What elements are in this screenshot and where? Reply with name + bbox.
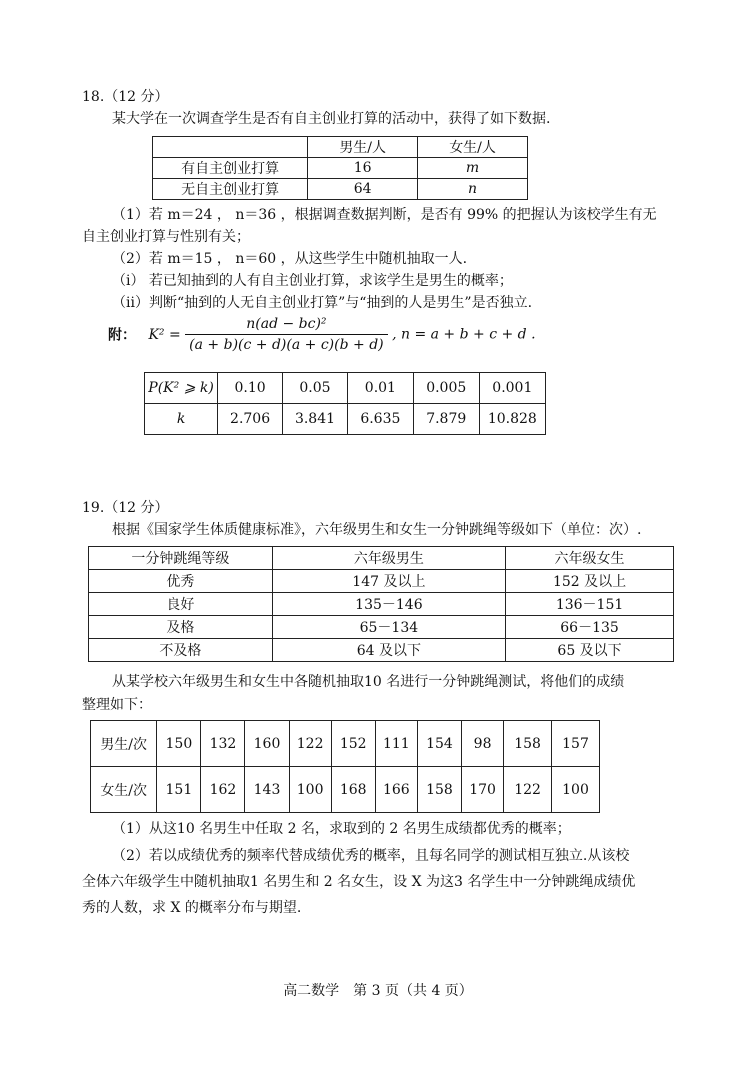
q19-sample-line1: 从某学校六年级男生和女生中各随机抽取10 名进行一分钟跳绳测试，将他们的成绩 [112,674,625,690]
q19-intro: 根据《国家学生体质健康标准》，六年级男生和女生一分钟跳绳等级如下（单位：次）. [112,522,642,538]
table-cell: k [145,404,218,435]
table-cell: 0.001 [479,373,545,404]
table-cell: P(K² ⩾ k) [145,373,218,404]
table-row [89,616,674,639]
table-cell: 166 [375,767,417,813]
table-cell: 158 [417,767,461,813]
table-cell: 122 [504,767,552,813]
table-cell: 65－134 [272,616,505,639]
table-cell: 0.10 [218,373,283,404]
table-row [145,373,546,404]
table-cell: 有自主创业打算 [153,158,308,179]
table-cell: m [418,158,528,179]
appendix-label: 附： [108,327,136,344]
table-cell: 136－151 [506,593,674,616]
q18-part2-ii: （ii）判断“抽到的人无自主创业打算”与“抽到的人是男生”是否独立. [112,295,533,311]
table-row [89,570,674,593]
table-cell: 66－135 [506,616,674,639]
table-cell: 65 及以下 [506,639,674,662]
table-cell: 143 [245,767,289,813]
table-cell: 122 [289,721,331,767]
table-cell: 64 [308,179,418,200]
q19-grade-table [88,546,674,662]
table-cell: 152 [331,721,375,767]
table-cell: 无自主创业打算 [153,179,308,200]
formula-lhs: K² = [148,326,181,343]
table-cell: 147 及以上 [272,570,505,593]
q19-part2-line3: 秀的人数，求 X 的概率分布与期望. [82,900,302,916]
table-header: 女生/人 [418,137,528,158]
table-cell: 3.841 [283,404,348,435]
table-cell: 优秀 [89,570,273,593]
table-cell: 10.828 [479,404,545,435]
table-cell: 0.05 [283,373,348,404]
table-cell: 168 [331,767,375,813]
table-cell: 111 [375,721,417,767]
table-cell: 100 [289,767,331,813]
table-cell: 151 [157,767,201,813]
q18-part2-i: （i） 若已知抽到的人有自主创业打算，求该学生是男生的概率； [112,273,513,289]
q19-heading: 19.（12 分） [82,500,169,516]
q18-intro: 某大学在一次调查学生是否有自主创业打算的活动中，获得了如下数据. [112,111,551,127]
q18-survey-table [152,136,528,200]
q18-critical-value-table [144,372,546,435]
table-cell: 157 [552,721,600,767]
table-cell: 女生/次 [91,767,157,813]
q18-part1-line2: 自主创业打算与性别有关； [82,229,250,245]
formula-numerator: n(ad − bc)² [185,314,387,335]
table-cell: 及格 [89,616,273,639]
table-cell: 0.01 [347,373,413,404]
table-row [91,767,600,813]
table-cell: 162 [201,767,245,813]
table-cell: 不及格 [89,639,273,662]
q19-sample-line2: 整理如下： [82,697,152,713]
table-cell: 135－146 [272,593,505,616]
table-cell: 98 [462,721,504,767]
table-cell: 132 [201,721,245,767]
table-cell: 150 [157,721,201,767]
q18-heading: 18.（12 分） [82,89,169,105]
table-cell: 2.706 [218,404,283,435]
table-cell: 7.879 [413,404,479,435]
table-header: 一分钟跳绳等级 [89,547,273,570]
table-header: 男生/人 [308,137,418,158]
table-cell: 170 [462,767,504,813]
q18-formula [108,314,536,355]
formula-denominator: (a + b)(c + d)(a + c)(b + d) [189,337,384,353]
table-cell: 6.635 [347,404,413,435]
table-cell: 64 及以下 [272,639,505,662]
page-footer: 高二数学 第 3 页（共 4 页） [283,983,473,999]
table-cell: 160 [245,721,289,767]
table-row [89,639,674,662]
table-row [153,158,528,179]
table-cell: 男生/次 [91,721,157,767]
table-header: 六年级女生 [506,547,674,570]
q18-part2: （2）若 m＝15 ， n＝60 ，从这些学生中随机抽取一人. [112,251,468,267]
formula-fraction [185,314,387,355]
table-cell [153,137,308,158]
table-cell: 100 [552,767,600,813]
q18-part1-line1: （1）若 m＝24 ， n＝36 ，根据调查数据判断，是否有 99% 的把握认为该校学生有无 [112,207,657,223]
table-row [89,593,674,616]
q19-part2-line2: 全体六年级学生中随机抽取1 名男生和 2 名女生，设 X 为这3 名学生中一分钟跳绳成绩优 [82,874,636,890]
table-cell: 良好 [89,593,273,616]
table-row [153,179,528,200]
q19-part1: （1）从这10 名男生中任取 2 名，求取到的 2 名男生成绩都优秀的概率； [112,821,571,837]
table-cell: n [418,179,528,200]
q19-part2-line1: （2）若以成绩优秀的频率代替成绩优秀的概率，且每名同学的测试相互独立.从该校 [112,848,630,864]
table-row [91,721,600,767]
table-cell: 16 [308,158,418,179]
table-cell: 154 [417,721,461,767]
table-row [145,404,546,435]
table-header: 六年级男生 [272,547,505,570]
table-cell: 152 及以上 [506,570,674,593]
table-cell: 0.005 [413,373,479,404]
table-cell: 158 [504,721,552,767]
formula-tail: , n = a + b + c + d . [392,326,536,343]
table-row [89,547,674,570]
q19-score-table [90,720,600,813]
